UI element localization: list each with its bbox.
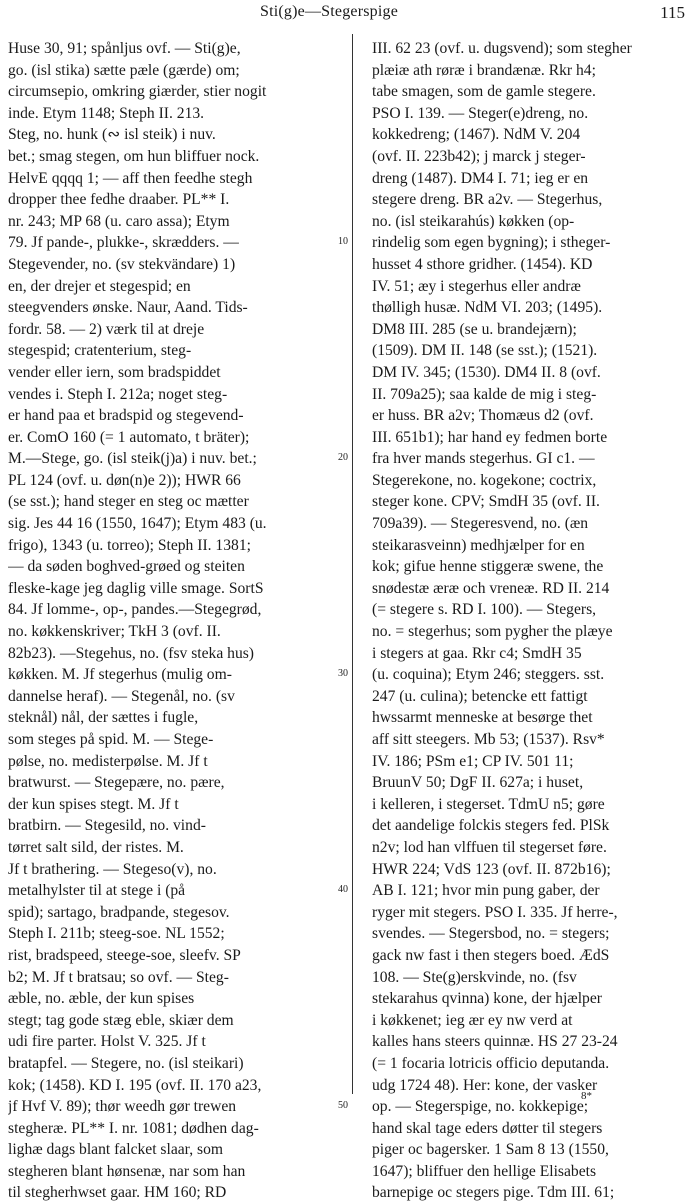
text-line: op. — Stegerspige, no. kokkepige; (372, 1098, 589, 1116)
text-line: stegheren blant hønsenæ, nar som han (8, 1162, 246, 1180)
text-line: steegvenders ønske. Naur, Aand. Tids- (8, 299, 248, 317)
running-head (0, 3, 700, 27)
text-line: Steg, no. hunk (∾ isl steik) i nuv. (8, 126, 216, 144)
text-line: køkken. M. Jf stegerhus (mulig om- (8, 666, 232, 684)
text-line: HWR 224; VdS 123 (ovf. II. 872b16); (372, 860, 611, 878)
text-line: 82b23). —Stegehus, no. (fsv steka hus) (8, 644, 255, 662)
text-line: kok; gifue henne stiggeræ swene, the (372, 558, 604, 576)
text-line: stegespid; cratenterium, steg- (8, 342, 192, 360)
text-line: (se sst.); hand steger en steg oc mætter (8, 493, 249, 511)
text-line: barnepige oc stegers pige. Tdm III. 61; (372, 1184, 615, 1202)
text-line: i køkkenet; ieg ær ey nw verd at (372, 1011, 573, 1029)
text-line: no. = stegerhus; som pygher the plæye (372, 623, 613, 641)
text-line: 1647); bliffuer den hellige Elisabets (372, 1162, 597, 1180)
text-line: fra hver mands stegerhus. GI c1. — (372, 450, 595, 468)
text-line: (ovf. II. 223b42); j marck j steger- (372, 147, 586, 165)
text-line: fordr. 58. — 2) værk til at dreje (8, 320, 205, 338)
text-line: aff sitt steegers. Mb 53; (1537). Rsv* (372, 731, 605, 748)
text-line: er huss. BR a2v; Thomæus d2 (ovf. (372, 407, 594, 425)
text-line: stegt; tag gode stæg eble, skiær dem (8, 1011, 234, 1029)
line-number-marker: 40 (338, 884, 348, 896)
text-line: Jf t brathering. — Stegeso(v), no. (8, 860, 217, 878)
column-rule (352, 34, 353, 1094)
text-line: i stegers at gaa. Rkr c4; SmdH 35 (372, 644, 582, 662)
text-line: rist, bradspeed, steege-soe, sleefv. SP (8, 946, 241, 964)
text-line: bratapfel. — Stegere, no. (isl steikari) (8, 1054, 244, 1072)
text-line: stekarahus qvinna) kone, der hjælper (372, 990, 602, 1008)
text-line: frigo), 1343 (u. torreo); Steph II. 1381; (8, 536, 251, 554)
text-line: III. 62 23 (ovf. u. dugsvend); som stegher (372, 40, 632, 57)
text-line: (u. coquina); Etym 246; steggers. sst. (372, 666, 605, 684)
text-line: kok; (1458). KD I. 195 (ovf. II. 170 a23, (8, 1076, 262, 1094)
text-line: det aandelige folckis stegers fed. PlSk (372, 817, 610, 835)
text-line: stegere dreng. BR a2v. — Stegerhus, (372, 191, 603, 209)
text-line: i kelleren, i stegerset. TdmU n5; gøre (372, 795, 605, 813)
text-line: DM8 III. 285 (se u. brandejærn); (372, 320, 577, 338)
text-line: hwssarmt menneske at besørge thet (372, 709, 593, 727)
text-line: IV. 186; PSm e1; CP IV. 501 11; (372, 752, 574, 770)
text-line: spid); sartago, bradpande, stegesov. (8, 903, 230, 921)
text-line: Stegerekone, no. kogekone; coctrix, (372, 471, 597, 489)
text-line: n2v; lod han vlffuen til stegerset føre. (372, 838, 607, 856)
right-column (372, 38, 694, 1204)
text-line: er. ComO 160 (= 1 automato, t bräter); (8, 428, 250, 446)
text-line: Huse 30, 91; spånljus ovf. — Sti(g)e, (8, 40, 241, 57)
text-line: HelvE qqqq 1; — aff then feedhe stegh (8, 169, 253, 187)
text-line: tørret salt sild, der ristes. M. (8, 838, 184, 856)
text-line: inde. Etym 1148; Steph II. 213. (8, 104, 205, 122)
line-number-marker: 30 (338, 668, 348, 680)
text-line: lighæ dags blant falcket slaar, som (8, 1141, 224, 1159)
text-line: som steges på spid. M. — Stege- (8, 731, 214, 748)
text-line: no. køkkenskriver; TkH 3 (ovf. II. (8, 623, 221, 641)
text-line: steknål) nål, der sættes i fugle, (8, 709, 199, 727)
text-line: 247 (u. culina); betencke ett fattigt (372, 687, 588, 705)
text-line: piger oc bagersker. 1 Sam 8 13 (1550, (372, 1141, 609, 1159)
text-line: pølse, no. medisterpølse. M. Jf t (8, 752, 208, 770)
text-line: vender eller iern, som bradspiddet (8, 363, 221, 381)
text-line: AB I. 121; hvor min pung gaber, der (372, 882, 600, 900)
text-line: tabe smagen, som de gamle stegere. (372, 83, 596, 101)
text-line: II. 709a25); saa kalde de mig i steg- (372, 385, 597, 403)
text-line: dropper thee fedhe draaber. PL** I. (8, 191, 230, 209)
text-line: sig. Jes 44 16 (1550, 1647); Etym 483 (u. (8, 515, 267, 533)
text-line: gack nw fast i then stegers boed. ÆdS (372, 946, 610, 964)
text-line: (1509). DM II. 148 (se sst.); (1521). (372, 342, 598, 360)
text-line: husset 4 sthore gridher. (1454). KD (372, 255, 593, 273)
text-line: 84. Jf lomme-, op-, pandes.—Stegegrød, (8, 601, 262, 619)
text-line: vendes i. Steph I. 212a; noget steg- (8, 385, 228, 403)
text-line: Steph I. 211b; steeg-soe. NL 1552; (8, 925, 225, 943)
line-number-marker: 10 (338, 236, 348, 248)
text-line: bratbirn. — Stegesild, no. vind- (8, 817, 206, 835)
text-line: hand skal tage eders døtter til stegers (372, 1119, 603, 1137)
text-line: steger kone. CPV; SmdH 35 (ovf. II. (372, 493, 600, 511)
text-line: snødestæ æræ och vreneæ. RD II. 214 (372, 579, 610, 597)
text-line: PSO I. 139. — Steger(e)dreng, no. (372, 104, 589, 122)
running-title: Sti(g)e—Stegerspige (260, 3, 398, 20)
text-line: DM IV. 345; (1530). DM4 II. 8 (ovf. (372, 363, 601, 381)
text-line: dreng (1487). DM4 I. 71; ieg er en (372, 169, 589, 187)
text-line: b2; M. Jf t bratsau; so ovf. — Steg- (8, 968, 229, 986)
text-line: fleske-kage jeg daglig ville smage. SortS (8, 579, 264, 597)
line-number-marker: 50 (338, 1100, 348, 1112)
text-line: ryger mit stegers. PSO I. 335. Jf herre-, (372, 903, 618, 921)
text-line: circumsepio, omkring giærder, stier nogit (8, 83, 267, 101)
text-line: go. (isl stika) sætte pæle (gærde) om; (8, 61, 240, 79)
line-number-marker: 20 (338, 452, 348, 464)
text-line: (= 1 focaria lotricis officio deputanda. (372, 1054, 610, 1072)
text-line: no. (isl steikarahús) køkken (op- (372, 212, 575, 230)
text-line: 108. — Ste(g)erskvinde, no. (fsv (372, 968, 577, 986)
text-line: til stegherhwset gaar. HM 160; RD (8, 1184, 227, 1202)
text-line: udi fire parter. Holst V. 325. Jf t (8, 1033, 206, 1051)
text-line: jf Hvf V. 89); thør weedh gør trewen (8, 1098, 237, 1116)
page-number: 115 (660, 3, 685, 22)
text-line: BruunV 50; DgF II. 627a; i huset, (372, 774, 584, 792)
text-line: rindelig som egen bygning); i stheger- (372, 234, 611, 252)
signature-mark: 8* (581, 1090, 592, 1102)
text-line: dannelse heraf). — Stegenål, no. (sv (8, 687, 235, 705)
text-line: æble, no. æble, der kun spises (8, 990, 195, 1008)
text-line: M.—Stege, go. (isl steik(j)a) i nuv. bet.; (8, 450, 257, 468)
text-line: — da søden boghved-grøed og steiten (8, 558, 245, 576)
text-line: er hand paa et bradspid og stegevend- (8, 407, 244, 425)
text-line: nr. 243; MP 68 (u. caro assa); Etym (8, 212, 230, 230)
text-line: bet.; smag stegen, om hun bliffuer nock. (8, 147, 260, 165)
text-line: svendes. — Stegersbod, no. = stegers; (372, 925, 610, 943)
text-line: III. 651b1); har hand ey fedmen borte (372, 428, 608, 446)
left-column (8, 38, 338, 1204)
text-line: en, der drejer et stegespid; en (8, 277, 191, 295)
text-line: (= stegere s. RD I. 100). — Stegers, (372, 601, 597, 619)
text-line: thølligh husæ. NdM VI. 203; (1495). (372, 299, 603, 317)
text-line: bratwurst. — Stegepære, no. pære, (8, 774, 225, 792)
text-line: udg 1724 48). Her: kone, der vasker (372, 1076, 598, 1094)
text-line: stegheræ. PL** I. nr. 1081; dødhen dag- (8, 1119, 259, 1137)
text-line: Stegevender, no. (sv stekvändare) 1) (8, 255, 236, 273)
text-line: 79. Jf pande-, plukke-, skrædders. — (8, 234, 239, 252)
text-line: steikarasveinn) medhjælper for en (372, 536, 585, 554)
text-line: plæiæ ath røræ i brandænæ. Rkr h4; (372, 61, 596, 79)
text-line: PL 124 (ovf. u. døn(n)e 2)); HWR 66 (8, 471, 241, 489)
text-line: 709a39). — Stegeresvend, no. (æn (372, 515, 589, 533)
text-line: kalles hans steers quinnæ. HS 27 23-24 (372, 1033, 618, 1051)
text-line: kokkedreng; (1467). NdM V. 204 (372, 126, 581, 144)
text-line: metalhylster til at stege i (på (8, 882, 186, 900)
text-line: der kun spises stegt. M. Jf t (8, 795, 179, 813)
text-line: IV. 51; æy i stegerhus eller andræ (372, 277, 581, 295)
